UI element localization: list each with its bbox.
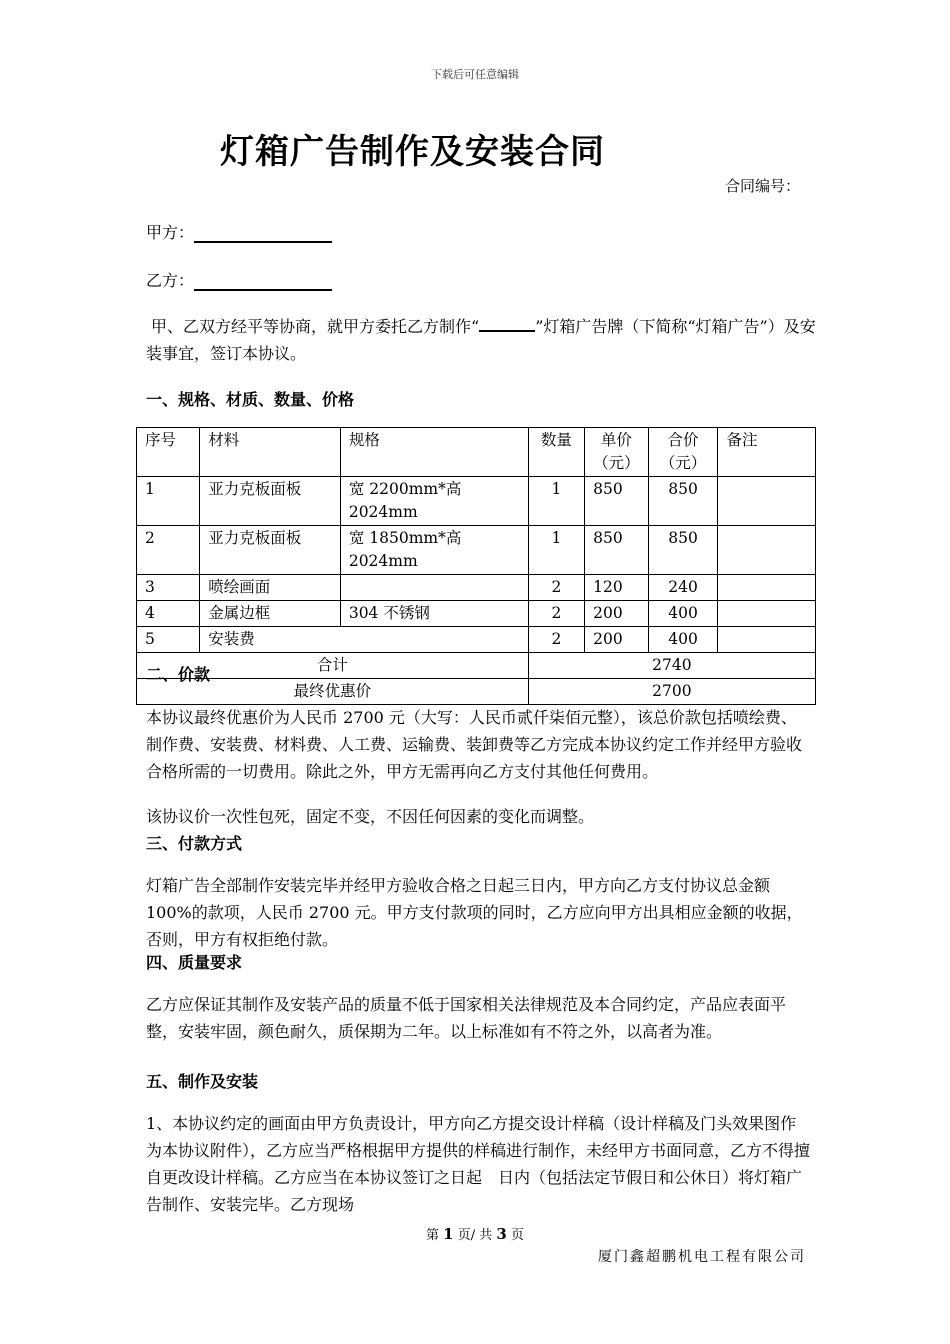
section-4-heading: 四、质量要求 [146, 953, 243, 972]
section-5-paragraph: 1、本协议约定的画面由甲方负责设计，甲方向乙方提交设计样稿（设计样稿及门头效果图作为本协议附件），乙方应当严格根据甲方提供的样稿进行制作，未经甲方书面同意，乙方不得擅自更改设计样稿。乙方应当在本协议签订之日起 日内（包括法定节假日和公休日）将灯箱广告制作、安装完毕。乙方现场 [146, 1114, 811, 1214]
party-b-blank [194, 273, 332, 291]
header-total: 合价（元） [648, 428, 718, 477]
row-remark [718, 627, 816, 653]
row-no: 5 [137, 627, 200, 653]
table-row [137, 575, 816, 601]
row-qty: 2 [528, 575, 584, 601]
spec-price-table [136, 427, 816, 705]
document-title: 灯箱广告制作及安装合同 [220, 132, 605, 172]
project-name-blank [479, 316, 535, 332]
page-prefix: 第 [426, 1228, 444, 1243]
contract-number-label: 合同编号： [724, 177, 800, 195]
party-a-label: 甲方： [146, 223, 195, 242]
row-remark [718, 526, 816, 575]
row-no: 2 [137, 526, 200, 575]
party-b-label: 乙方： [146, 271, 195, 290]
row-qty: 1 [528, 526, 584, 575]
row-spec [340, 575, 528, 601]
row-material: 金属边框 [200, 601, 341, 627]
section-2-heading: 二、价款 [146, 665, 211, 684]
section-1-heading: 一、规格、材质、数量、价格 [146, 390, 355, 409]
party-a-line [146, 220, 332, 243]
row-material: 亚力克板面板 [200, 526, 341, 575]
header-material: 材料 [200, 428, 341, 477]
row-qty: 2 [528, 601, 584, 627]
row-no: 4 [137, 601, 200, 627]
intro-text-1: 甲、乙双方经平等协商，就甲方委托乙方制作“ [151, 317, 480, 336]
sum-label: 合计 [137, 653, 529, 679]
row-spec: 304 不锈钢 [340, 601, 528, 627]
header-remark: 备注 [718, 428, 816, 477]
table-row [137, 627, 816, 653]
row-spec: 宽 1850mm*高 2024mm [340, 526, 528, 575]
row-total: 400 [648, 627, 718, 653]
intro-text-2: ”灯箱广告牌（下简称“灯箱广告”）及安装事宜，签订本协议。 [146, 317, 816, 363]
row-remark [718, 477, 816, 526]
table-header-row [137, 428, 816, 477]
sum-value: 2740 [528, 653, 815, 679]
page-suffix: 页 [506, 1228, 524, 1243]
table-row [137, 601, 816, 627]
section-2-paragraph-1: 本协议最终优惠价为人民币 2700 元（大写：人民币贰仟柒佰元整），该总价款包括喷绘费、制作费、安装费、材料费、人工费、运输费、装卸费等乙方完成本协议约定工作并经甲方验收合格所需的一切费用。除此之外，甲方无需再向乙方支付其他任何费用。 [146, 708, 803, 781]
section-4-paragraph: 乙方应保证其制作及安装产品的质量不低于国家相关法律规范及本合同约定，产品应表面平整，安装牢固，颜色耐久，质保期为二年。以上标准如有不符之外，以高者为准。 [146, 995, 787, 1041]
header-note: 下载后可任意编辑 [431, 68, 519, 81]
table-sum-row [137, 653, 816, 679]
intro-paragraph [146, 313, 816, 367]
row-material: 亚力克板面板 [200, 477, 341, 526]
page-current: 1 [443, 1225, 454, 1243]
page-number [0, 1224, 950, 1243]
row-no: 1 [137, 477, 200, 526]
table-row [137, 526, 816, 575]
row-unit-price: 200 [585, 627, 649, 653]
row-unit-price: 120 [585, 575, 649, 601]
section-5-heading: 五、制作及安装 [146, 1072, 259, 1091]
party-a-blank [194, 225, 332, 243]
section-3-paragraph: 灯箱广告全部制作安装完毕并经甲方验收合格之日起三日内，甲方向乙方支付协议总金额 100%的款项，人民币 2700 元。甲方支付款项的同时，乙方应向甲方出具相应金额的收据，否则，甲方有权拒绝付款。 [146, 876, 803, 949]
page-mid: 页/ 共 [453, 1228, 497, 1243]
row-remark [718, 575, 816, 601]
section-3-heading: 三、付款方式 [146, 834, 243, 853]
row-remark [718, 601, 816, 627]
table-final-row [137, 679, 816, 705]
row-qty: 2 [528, 627, 584, 653]
header-unit-price: 单价（元） [585, 428, 649, 477]
final-price-label: 最终优惠价 [137, 679, 529, 705]
row-unit-price: 200 [585, 601, 649, 627]
party-b-line [146, 268, 332, 291]
row-qty: 1 [528, 477, 584, 526]
page-total: 3 [496, 1225, 507, 1243]
row-spec: 宽 2200mm*高 2024mm [340, 477, 528, 526]
header-qty: 数量 [528, 428, 584, 477]
section-2-paragraph-2: 该协议价一次性包死，固定不变，不因任何因素的变化而调整。 [146, 807, 595, 826]
header-spec: 规格 [340, 428, 528, 477]
row-material: 安装费 [200, 627, 528, 653]
row-total: 400 [648, 601, 718, 627]
row-no: 3 [137, 575, 200, 601]
row-total: 240 [648, 575, 718, 601]
final-price-value: 2700 [528, 679, 815, 705]
row-unit-price: 850 [585, 477, 649, 526]
company-name: 厦门鑫超鹏机电工程有限公司 [598, 1249, 806, 1265]
row-unit-price: 850 [585, 526, 649, 575]
table-row [137, 477, 816, 526]
header-no: 序号 [137, 428, 200, 477]
row-total: 850 [648, 477, 718, 526]
row-total: 850 [648, 526, 718, 575]
row-material: 喷绘画面 [200, 575, 341, 601]
